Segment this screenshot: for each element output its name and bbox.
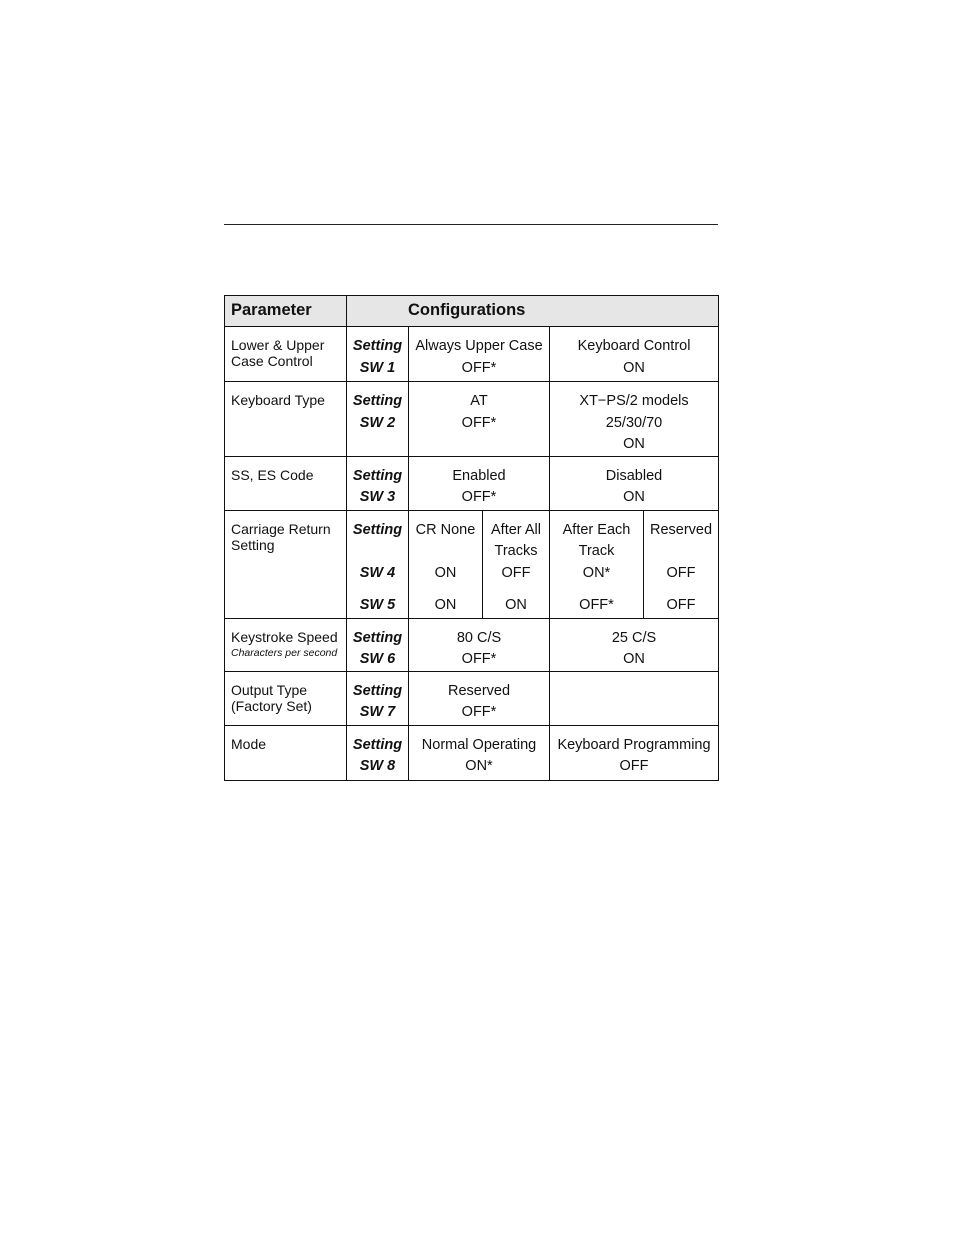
parameter-cell: Keyboard Type xyxy=(225,382,347,457)
configurations-header: Configurations xyxy=(347,296,719,327)
top-rule xyxy=(224,224,718,225)
option-cell xyxy=(550,327,719,382)
option-name: Always Upper Case xyxy=(415,338,543,354)
option-cell xyxy=(409,725,550,780)
option-cell xyxy=(409,618,550,671)
option-value: OFF xyxy=(666,564,696,581)
option-cell xyxy=(550,382,719,457)
option-name: AT xyxy=(470,393,488,409)
option-cell-empty xyxy=(550,671,719,725)
option-cell xyxy=(409,456,550,510)
table-row xyxy=(225,327,719,382)
option-cell xyxy=(550,510,644,618)
switch-cell xyxy=(347,510,409,618)
parameter-line: Output Type xyxy=(231,681,308,698)
parameter-cell: Lower & Upper Case Control xyxy=(225,327,347,382)
parameter-cell xyxy=(225,510,347,618)
table-row xyxy=(225,671,719,725)
switch-label: SW 5 xyxy=(359,597,396,613)
option-name: After All xyxy=(491,521,541,538)
dip-switch-configuration-table xyxy=(224,295,719,781)
setting-label: Setting xyxy=(352,338,403,354)
option-cell xyxy=(483,510,550,618)
switch-label: SW 4 xyxy=(359,564,396,581)
option-value: ON xyxy=(623,651,645,667)
setting-label: Setting xyxy=(352,521,403,538)
option-cell xyxy=(409,382,550,457)
option-name: 80 C/S xyxy=(456,629,502,646)
option-cell xyxy=(550,725,719,780)
switch-label: SW 1 xyxy=(359,359,396,376)
table-header-row xyxy=(225,296,719,327)
option-value: OFF xyxy=(501,564,531,581)
option-value: ON xyxy=(623,489,645,505)
table-row xyxy=(225,456,719,510)
setting-label: Setting xyxy=(352,467,403,484)
option-name: CR None xyxy=(415,521,476,538)
switch-label: SW 3 xyxy=(359,489,396,505)
option-value: ON* xyxy=(465,758,493,774)
table-row xyxy=(225,510,719,618)
option-cell xyxy=(409,510,483,618)
option-cell xyxy=(550,456,719,510)
parameter-note: Characters per second xyxy=(231,646,338,659)
option-value: OFF* xyxy=(461,489,497,505)
option-value: ON* xyxy=(582,564,611,581)
switch-label: SW 7 xyxy=(359,704,396,720)
option-value: ON xyxy=(434,597,457,613)
option-value: OFF xyxy=(619,758,649,774)
table-row xyxy=(225,382,719,457)
option-value: OFF xyxy=(666,597,696,613)
switch-cell xyxy=(347,671,409,725)
table-row xyxy=(225,618,719,671)
option-name: Disabled xyxy=(605,467,663,484)
table-row xyxy=(225,725,719,780)
parameter-line: Keystroke Speed xyxy=(231,628,338,645)
option-name: 25/30/70 xyxy=(605,414,663,431)
parameter-cell: Mode xyxy=(225,725,347,780)
switch-cell xyxy=(347,725,409,780)
switch-label: SW 6 xyxy=(359,651,396,667)
option-cell xyxy=(644,510,719,618)
option-name: Keyboard Programming xyxy=(557,736,711,753)
switch-cell xyxy=(347,382,409,457)
option-value: ON xyxy=(623,436,645,452)
switch-cell xyxy=(347,327,409,382)
switch-cell xyxy=(347,456,409,510)
parameter-header: Parameter xyxy=(225,296,347,327)
option-name: Reserved xyxy=(447,682,511,699)
switch-label: SW 2 xyxy=(359,414,396,431)
option-value: ON xyxy=(623,359,645,376)
option-value: ON xyxy=(434,564,457,581)
option-cell xyxy=(409,327,550,382)
parameter-line: Setting xyxy=(231,536,275,553)
option-value: OFF* xyxy=(461,651,497,667)
parameter-line: (Factory Set) xyxy=(231,697,312,714)
option-value: OFF* xyxy=(461,704,497,720)
switch-label: SW 8 xyxy=(359,758,396,774)
option-name: XT−PS/2 models xyxy=(579,393,689,409)
setting-label: Setting xyxy=(352,682,403,699)
option-name: After Each xyxy=(562,521,631,538)
option-value: OFF* xyxy=(461,414,497,431)
option-cell xyxy=(409,671,550,725)
option-name: 25 C/S xyxy=(611,629,657,646)
option-cell xyxy=(550,618,719,671)
option-name: Normal Operating xyxy=(421,736,537,753)
switch-cell xyxy=(347,618,409,671)
option-value: ON xyxy=(505,597,527,613)
option-name: Enabled xyxy=(452,467,506,484)
option-name: Tracks xyxy=(494,543,538,559)
parameter-cell xyxy=(225,671,347,725)
parameter-cell: SS, ES Code xyxy=(225,456,347,510)
setting-label: Setting xyxy=(352,736,403,753)
option-name: Keyboard Control xyxy=(577,338,691,354)
setting-label: Setting xyxy=(352,629,403,646)
parameter-line: Carriage Return xyxy=(231,520,331,537)
option-value: OFF* xyxy=(461,359,497,376)
option-name: Reserved xyxy=(649,521,713,538)
parameter-cell xyxy=(225,618,347,671)
option-value: OFF* xyxy=(579,597,614,613)
setting-label: Setting xyxy=(352,393,403,409)
option-name: Track xyxy=(578,543,615,559)
